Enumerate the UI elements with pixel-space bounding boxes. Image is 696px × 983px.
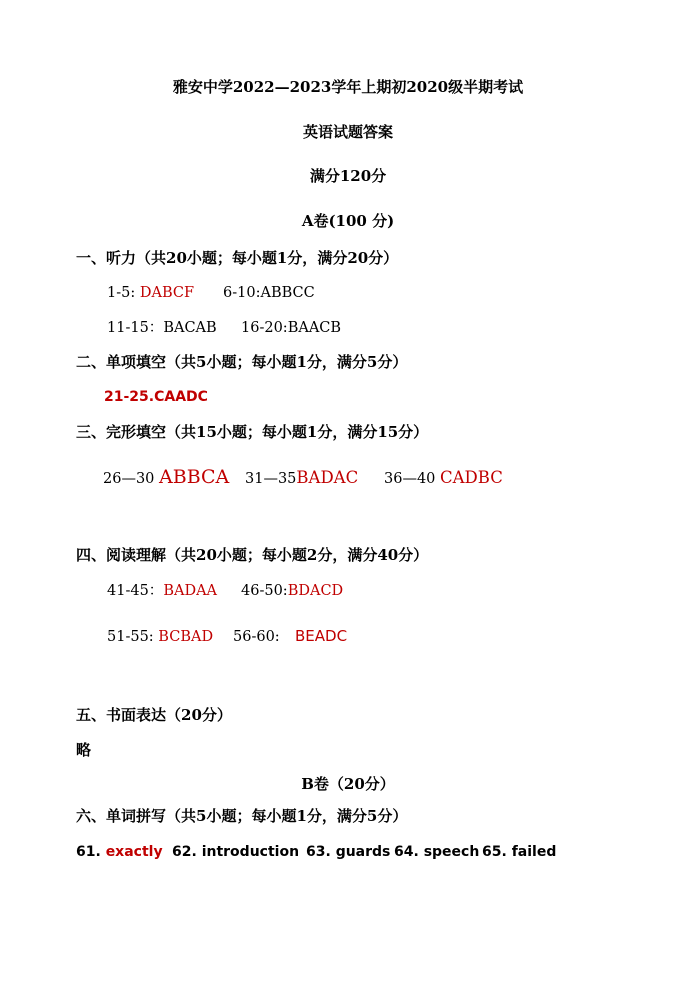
answer-label: 11-15： (107, 320, 164, 336)
section-1-row-1 (107, 283, 315, 303)
section-4-row-1 (107, 581, 343, 601)
section-2-answer: 21-25.CAADC (104, 389, 208, 405)
section-4-row-2 (107, 626, 347, 647)
answer-number: 62. (172, 844, 202, 860)
answer-value: BDACD (287, 583, 344, 599)
answer-word: exactly (105, 844, 163, 860)
section-5-body: 略 (76, 741, 92, 759)
answer-word: guards (335, 844, 391, 860)
section-1-row-2 (107, 318, 341, 338)
answer-number: 64. (394, 844, 424, 860)
section-6-heading: 六、单词拼写（共5小题；每小题1分，满分5分） (76, 807, 408, 825)
exam-subtitle: 英语试题答案 (302, 123, 393, 141)
spelling-answer (306, 842, 394, 862)
answer-label: 41-45： (107, 583, 164, 599)
answer-label: 16-20: (241, 320, 288, 336)
spelling-answer (172, 842, 306, 862)
answer-label: 1-5: (107, 285, 140, 301)
section-3-answers (103, 465, 503, 491)
answer-label: 36—40 (384, 471, 441, 487)
paper-b-heading: B卷（20分） (301, 775, 395, 793)
answer-number: 61. (76, 844, 106, 860)
spelling-answer (76, 842, 172, 862)
answer-number: 63. (306, 844, 336, 860)
spelling-answer (394, 842, 482, 862)
answer-word: failed (511, 844, 557, 860)
answer-value: BAACB (287, 320, 342, 336)
answer-value: BADAC (296, 468, 359, 487)
answer-value: DABCF (139, 285, 195, 301)
answer-value: BCBAD (158, 629, 214, 645)
answer-label: 6-10: (223, 285, 261, 301)
section-6-answers (76, 842, 556, 862)
answer-value: BEADC (295, 627, 348, 645)
answer-label: 46-50: (241, 583, 288, 599)
answer-label: 31—35 (245, 471, 297, 487)
section-2-heading: 二、单项填空（共5小题；每小题1分，满分5分） (76, 353, 408, 371)
answer-label: 51-55: (107, 629, 159, 645)
answer-value: BADAA (163, 583, 218, 599)
section-5-heading: 五、书面表达（20分） (76, 706, 232, 724)
answer-value: BACAB (163, 320, 217, 336)
answer-value: CADBC (440, 468, 503, 487)
section-1-heading: 一、听力（共20小题；每小题1分，满分20分） (76, 249, 399, 267)
answer-number: 65. (482, 844, 512, 860)
paper-a-heading: A卷(100 分) (301, 212, 395, 230)
answer-label: 26—30 (103, 471, 160, 487)
answer-word: introduction (201, 844, 300, 860)
answer-value: ABBCA (159, 466, 230, 488)
answer-value: ABBCC (260, 285, 315, 301)
answer-word: speech (423, 844, 480, 860)
exam-title: 雅安中学2022—2023学年上期初2020级半期考试 (172, 78, 524, 96)
spelling-answer (482, 842, 556, 862)
section-4-heading: 四、阅读理解（共20小题；每小题2分，满分40分） (76, 546, 429, 564)
section-3-heading: 三、完形填空（共15小题；每小题1分，满分15分） (76, 423, 429, 441)
answer-label: 56-60: (233, 629, 280, 645)
full-score: 满分120分 (309, 167, 387, 185)
